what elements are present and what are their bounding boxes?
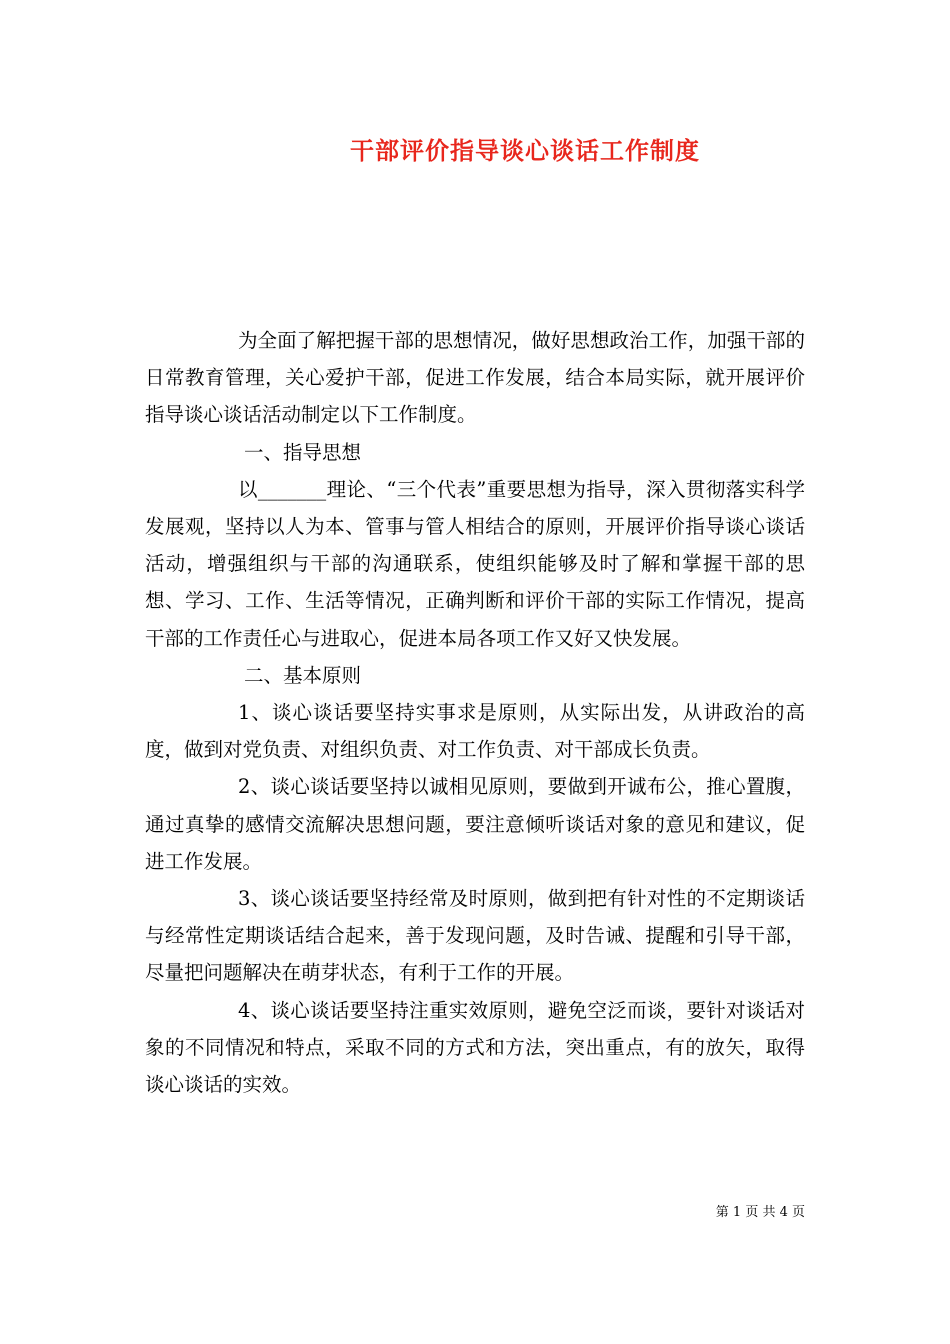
principle-paragraph-3: 3、谈心谈话要坚持经常及时原则，做到把有针对性的不定期谈话与经常性定期谈话结合起来，善于发现问题，及时告诫、提醒和引导干部，尽量把问题解决在萌芽状态，有利于工作的开展。 xyxy=(145,887,805,985)
page-number-footer: 第 1 页 共 4 页 xyxy=(715,1205,805,1220)
document-title: 干部评价指导谈心谈话工作制度 xyxy=(350,136,700,165)
principle-paragraph-2: 2、谈心谈话要坚持以诚相见原则，要做到开诚布公，推心置腹，通过真挚的感情交流解决思想问题，要注意倾听谈话对象的意见和建议，促进工作发展。 xyxy=(145,775,805,873)
section-heading-basic-principles: 二、基本原则 xyxy=(244,663,362,687)
document-body xyxy=(145,322,805,1103)
principle-paragraph-1: 1、谈心谈话要坚持实事求是原则，从实际出发，从讲政治的高度，做到对党负责、对组织负责、对工作负责、对干部成长负责。 xyxy=(145,701,805,762)
principle-paragraph-4: 4、谈心谈话要坚持注重实效原则，避免空泛而谈，要针对谈话对象的不同情况和特点，采取不同的方式和方法，突出重点，有的放矢，取得谈心谈话的实效。 xyxy=(145,998,805,1097)
guiding-thought-paragraph: 以_______理论、“三个代表”重要思想为指导，深入贯彻落实科学发展观，坚持以人为本、管事与管人相结合的原则，开展评价指导谈心谈话活动，增强组织与干部的沟通联系，使组织能够及时了解和掌握干部的思想、学习、工作、生活等情况，正确判断和评价干部的实际工作情况，提高干部的工作责任心与进取心，促进本局各项工作又好又快发展。 xyxy=(145,477,805,650)
intro-paragraph: 为全面了解把握干部的思想情况，做好思想政治工作，加强干部的日常教育管理，关心爱护干部，促进工作发展，结合本局实际，就开展评价指导谈心谈话活动制定以下工作制度。 xyxy=(145,329,805,427)
section-heading-guiding-thought: 一、指导思想 xyxy=(244,440,362,464)
